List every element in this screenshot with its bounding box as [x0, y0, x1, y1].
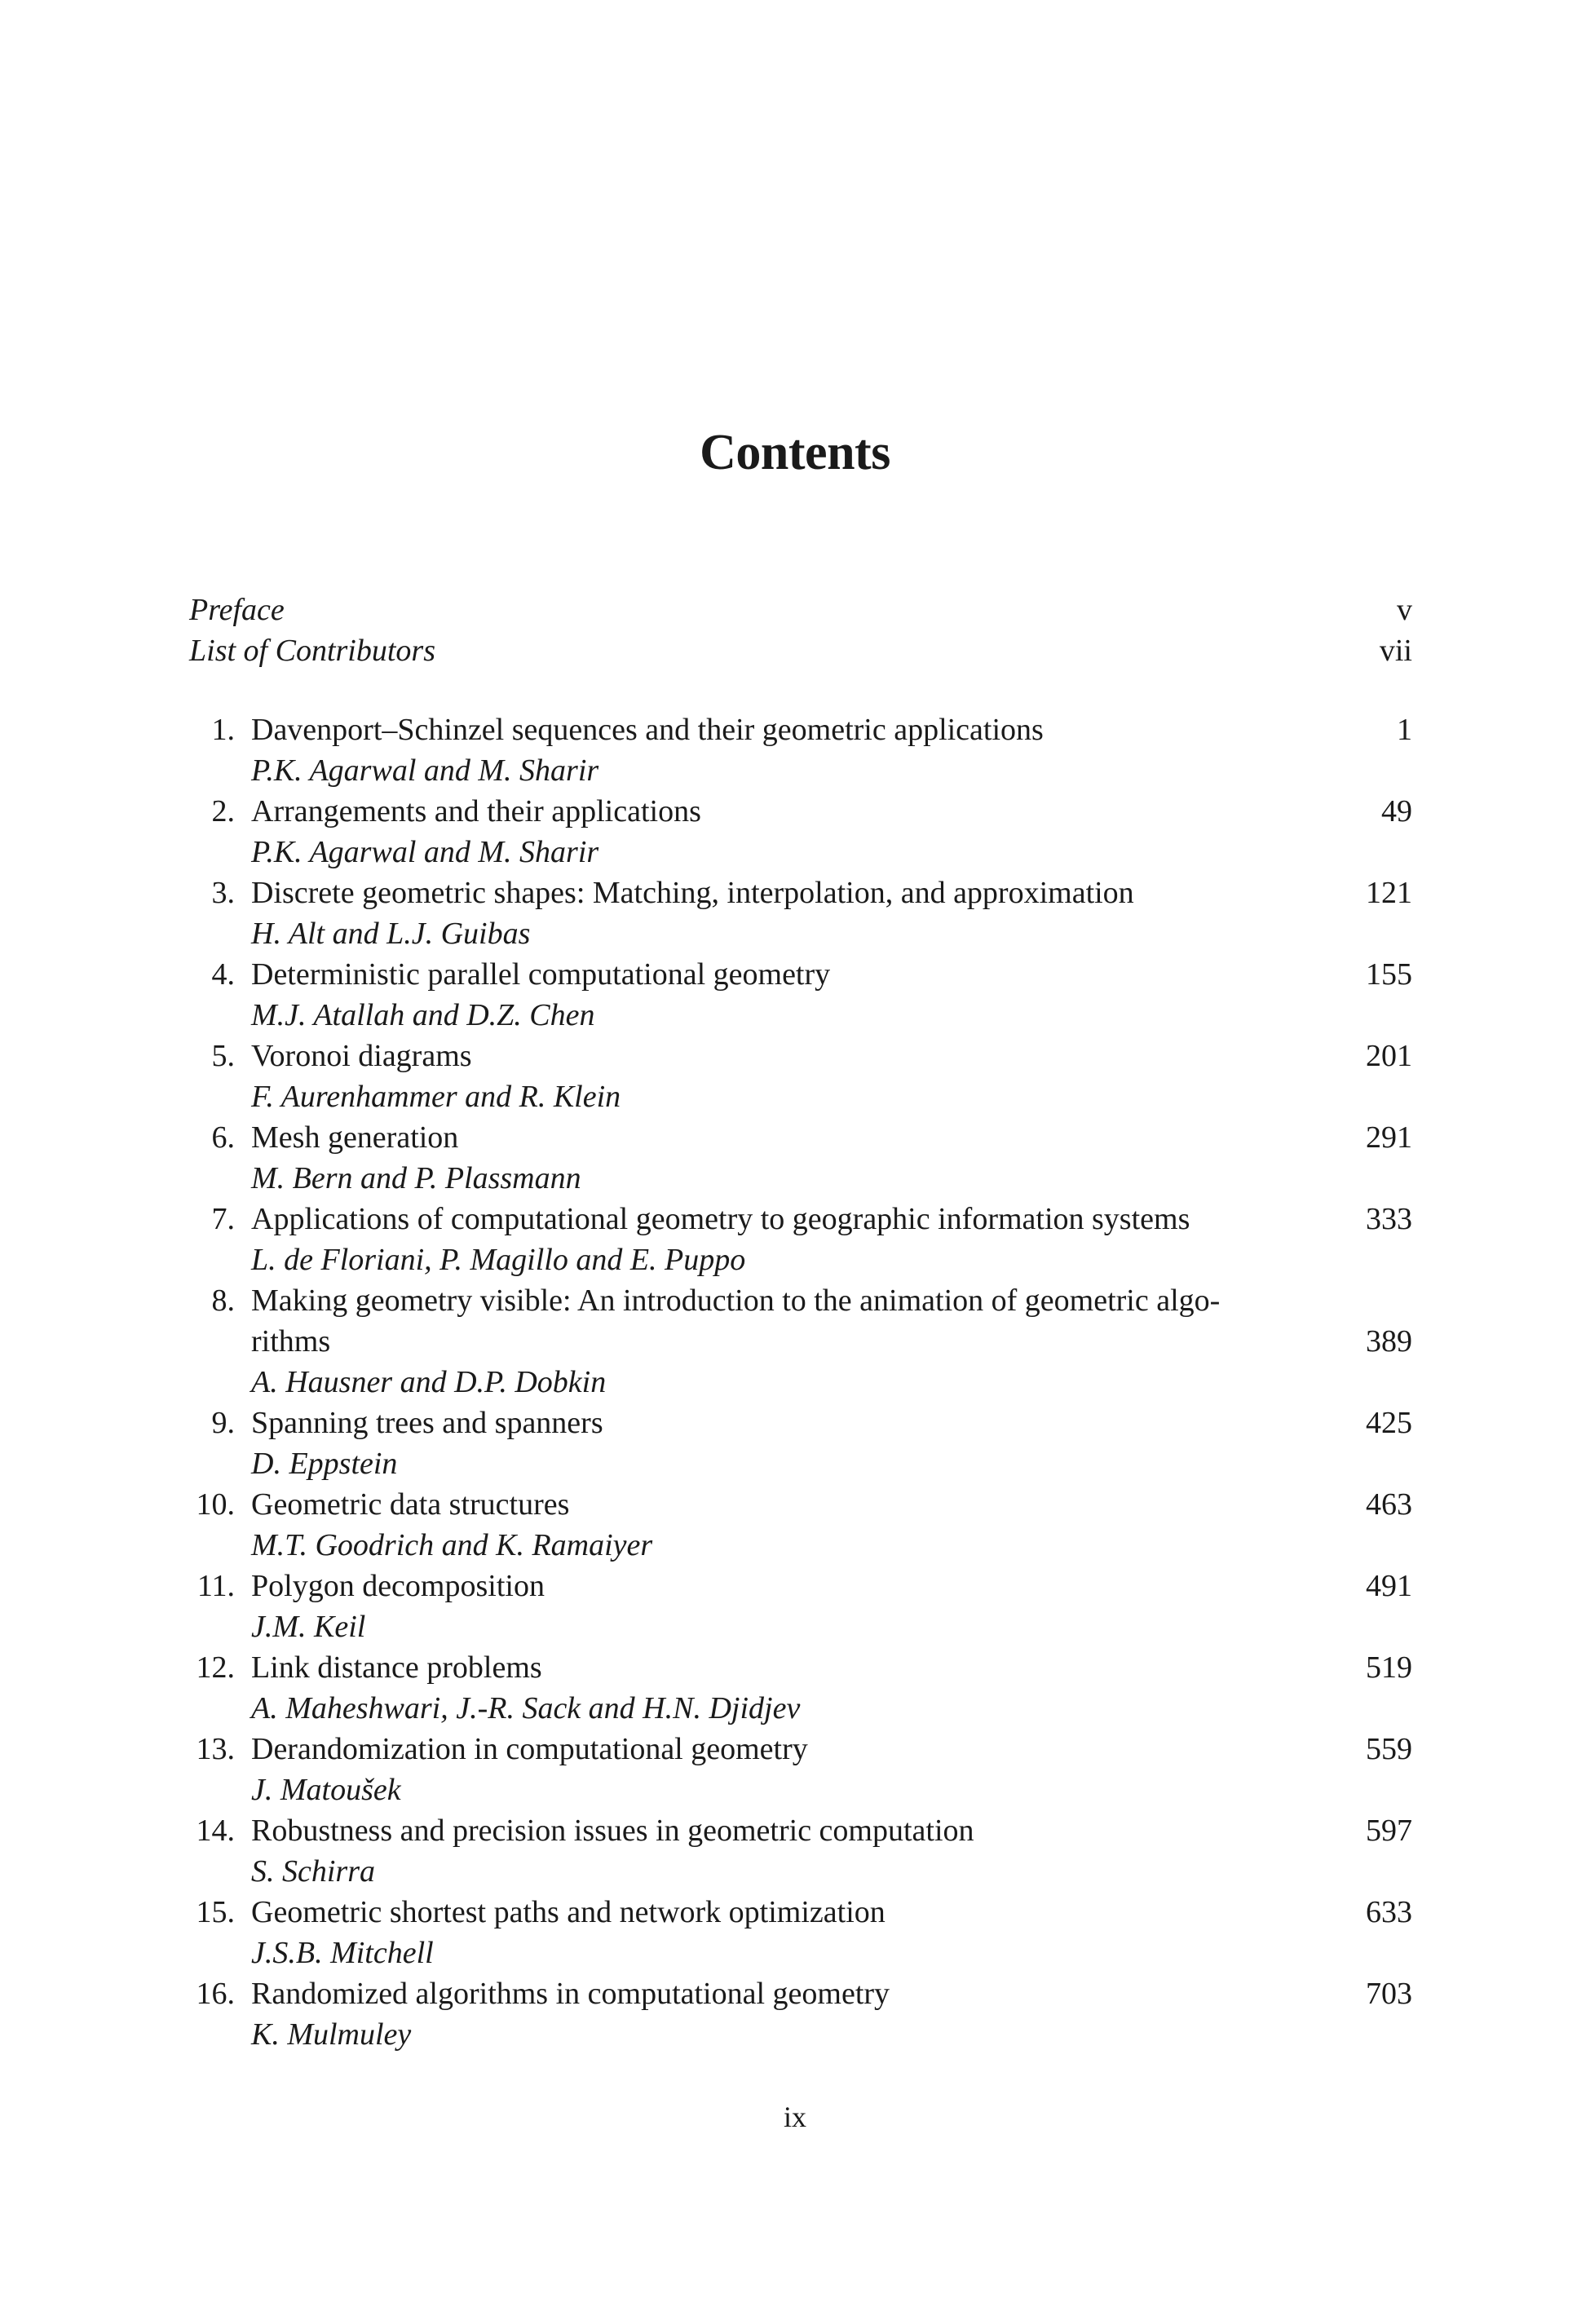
toc-entry — [189, 1199, 1412, 1280]
chapter-page: 491 — [1366, 1569, 1412, 1603]
chapter-authors: D. Eppstein — [251, 1447, 398, 1481]
chapter-number: 5. — [211, 1039, 235, 1073]
chapter-title: Geometric shortest paths and network optimization — [251, 1895, 886, 1929]
chapter-title: Derandomization in computational geometry — [251, 1732, 808, 1766]
chapter-authors: F. Aurenhammer and R. Klein — [251, 1080, 621, 1114]
chapter-page: 333 — [1366, 1202, 1412, 1236]
chapter-number: 10. — [196, 1487, 235, 1522]
chapter-title: Geometric data structures — [251, 1487, 570, 1522]
chapter-title: Applications of computational geometry to geographic information systems — [251, 1202, 1190, 1236]
toc-entry — [189, 1566, 1412, 1647]
chapter-page: 519 — [1366, 1650, 1412, 1685]
chapter-title: Deterministic parallel computational geometry — [251, 957, 831, 992]
toc-entry — [189, 1810, 1412, 1892]
toc-entry — [189, 1973, 1412, 2055]
toc-entry — [189, 1036, 1412, 1117]
chapter-page: 597 — [1366, 1814, 1412, 1848]
chapter-title: Davenport–Schinzel sequences and their geometric applications — [251, 713, 1044, 747]
chapter-authors: A. Maheshwari, J.-R. Sack and H.N. Djidjev — [251, 1691, 801, 1725]
chapter-number: 14. — [196, 1814, 235, 1848]
chapter-authors: K. Mulmuley — [251, 2017, 412, 2052]
toc-entry — [189, 709, 1412, 791]
toc-entry — [189, 1729, 1412, 1810]
chapter-number: 12. — [196, 1650, 235, 1685]
chapter-number: 4. — [211, 957, 235, 992]
toc-entry — [189, 954, 1412, 1036]
front-matter-label: Preface — [189, 593, 285, 627]
chapter-page: 703 — [1366, 1977, 1412, 2011]
chapter-authors: M.J. Atallah and D.Z. Chen — [251, 998, 595, 1032]
chapter-number: 11. — [197, 1569, 235, 1603]
chapter-authors: P.K. Agarwal and M. Sharir — [251, 753, 599, 788]
chapter-authors: L. de Floriani, P. Magillo and E. Puppo — [251, 1243, 746, 1277]
chapter-page: 155 — [1366, 957, 1412, 992]
chapter-number: 3. — [211, 876, 235, 910]
front-matter-page: v — [1397, 593, 1412, 627]
toc-entry — [189, 1484, 1412, 1566]
chapter-number: 8. — [211, 1284, 235, 1318]
chapter-title: Voronoi diagrams — [251, 1039, 472, 1073]
front-matter-preface — [189, 592, 1412, 628]
chapter-page: 633 — [1366, 1895, 1412, 1929]
chapter-title: Making geometry visible: An introduction to the animation of geometric algo- — [251, 1284, 1221, 1318]
chapter-authors: M.T. Goodrich and K. Ramaiyer — [251, 1528, 653, 1562]
chapter-title: Link distance problems — [251, 1650, 542, 1685]
chapter-title: Discrete geometric shapes: Matching, interpolation, and approximation — [251, 876, 1134, 910]
chapter-page: 291 — [1366, 1120, 1412, 1155]
chapter-number: 13. — [196, 1732, 235, 1766]
toc-entry — [189, 1117, 1412, 1199]
toc-entry — [189, 873, 1412, 954]
chapter-page: 49 — [1381, 794, 1412, 828]
page-title: Contents — [700, 425, 890, 480]
chapter-page: 559 — [1366, 1732, 1412, 1766]
chapter-title: Robustness and precision issues in geometric computation — [251, 1814, 974, 1848]
chapter-authors: J.S.B. Mitchell — [251, 1936, 434, 1970]
front-matter-label: List of Contributors — [189, 634, 435, 668]
toc-entry — [189, 1892, 1412, 1973]
chapter-authors: M. Bern and P. Plassmann — [251, 1161, 581, 1195]
chapter-title: Randomized algorithms in computational geometry — [251, 1977, 890, 2011]
chapter-title: Arrangements and their applications — [251, 794, 701, 828]
chapter-number: 2. — [211, 794, 235, 828]
chapter-authors: S. Schirra — [251, 1854, 375, 1889]
chapter-number: 6. — [211, 1120, 235, 1155]
chapter-title-continued: rithms — [251, 1324, 331, 1359]
chapter-title: Polygon decomposition — [251, 1569, 545, 1603]
toc-entry — [189, 1403, 1412, 1484]
chapter-number: 1. — [211, 713, 235, 747]
chapter-authors: J.M. Keil — [251, 1610, 366, 1644]
chapter-page: 389 — [1366, 1324, 1412, 1359]
page-number: ix — [783, 2101, 806, 2133]
chapter-page: 463 — [1366, 1487, 1412, 1522]
toc-entry — [189, 791, 1412, 873]
chapter-page: 121 — [1366, 876, 1412, 910]
chapter-number: 7. — [211, 1202, 235, 1236]
table-of-contents — [189, 709, 1412, 2055]
front-matter-page: vii — [1379, 634, 1412, 668]
chapter-authors: J. Matoušek — [251, 1773, 401, 1807]
chapter-title: Spanning trees and spanners — [251, 1406, 603, 1440]
chapter-page: 201 — [1366, 1039, 1412, 1073]
chapter-authors: H. Alt and L.J. Guibas — [251, 917, 531, 951]
chapter-title: Mesh generation — [251, 1120, 459, 1155]
front-matter-contributors — [189, 633, 1412, 669]
chapter-page: 1 — [1397, 713, 1412, 747]
chapter-page: 425 — [1366, 1406, 1412, 1440]
chapter-number: 16. — [196, 1977, 235, 2011]
toc-entry — [189, 1647, 1412, 1729]
toc-entry — [189, 1280, 1412, 1403]
chapter-number: 9. — [211, 1406, 235, 1440]
chapter-authors: P.K. Agarwal and M. Sharir — [251, 835, 599, 869]
chapter-authors: A. Hausner and D.P. Dobkin — [251, 1365, 607, 1399]
chapter-number: 15. — [196, 1895, 235, 1929]
